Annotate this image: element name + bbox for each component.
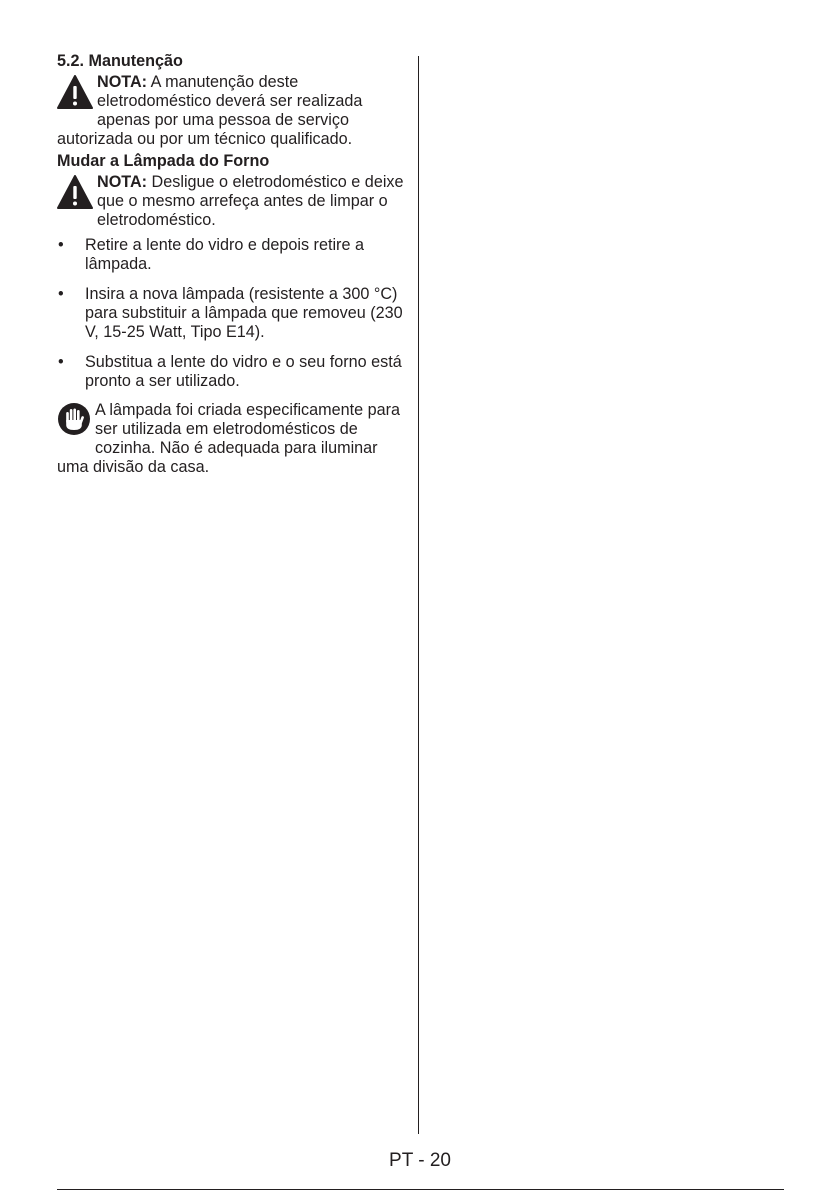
list-item [57, 285, 409, 342]
maintenance-note [57, 73, 409, 149]
list-item-text: Insira a nova lâmpada (resistente a 300 °C) para substituir a lâmpada que removeu (230 V, 15-25 Watt, Tipo E14). [85, 285, 403, 341]
list-item [57, 236, 409, 274]
note-body: Desligue o eletrodoméstico e deixe que o mesmo arrefeça antes de limpar o eletrodoméstico. [97, 173, 404, 229]
cooldown-note [57, 173, 409, 230]
lamp-steps-list [57, 236, 409, 391]
list-item [57, 353, 409, 391]
cooldown-note-text [57, 173, 409, 230]
warning-triangle-icon [57, 74, 93, 112]
maintenance-note-text [57, 73, 409, 149]
section-title: 5.2. Manutenção [57, 52, 183, 70]
column-divider [418, 56, 419, 1134]
warning-triangle-icon [57, 174, 93, 212]
note-body: A manutenção deste eletrodoméstico deverá ser realizada apenas por uma pessoa de serviço autorizada ou por um técnico qualificado. [57, 73, 363, 148]
bullet-dot: • [58, 236, 64, 254]
bullet-dot: • [58, 353, 64, 371]
lamp-usage-note-text: A lâmpada foi criada especificamente para ser utilizada em eletrodomésticos de cozinha. Não é adequada para iluminar uma divisão da casa. [57, 401, 401, 476]
maintenance-section [57, 52, 409, 477]
page-number: PT - 20 [389, 1150, 451, 1171]
list-item-text: Retire a lente do vidro e depois retire a lâmpada. [85, 236, 364, 273]
bullet-dot: • [58, 285, 64, 303]
note-label: NOTA: [97, 73, 148, 91]
note-label: NOTA: [97, 173, 148, 191]
stop-hand-icon [57, 402, 93, 440]
list-item-text: Substitua a lente do vidro e o seu forno está pronto a ser utilizado. [85, 353, 402, 390]
lamp-subtitle: Mudar a Lâmpada do Forno [57, 152, 270, 170]
bottom-rule [57, 1189, 784, 1190]
lamp-usage-note [57, 401, 409, 477]
